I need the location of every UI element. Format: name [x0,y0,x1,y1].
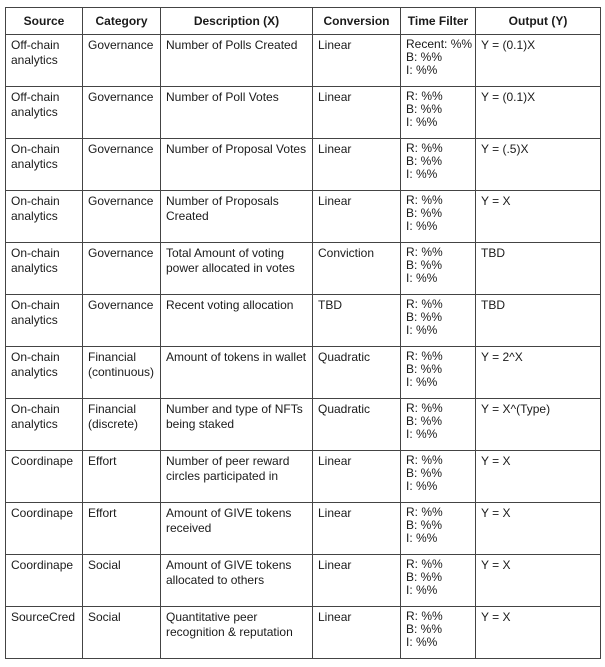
time-filter-cell [401,243,476,295]
category-cell [83,191,161,243]
time-filter-line: I: %% [406,531,438,545]
header-output: Output (Y) [476,8,601,35]
time-filter-line: B: %% [406,570,443,584]
category-cell-text: Governance [88,194,154,208]
conversion-cell [313,87,401,139]
time-filter-cell [401,87,476,139]
source-cell-text: Off-chain analytics [11,90,60,119]
time-filter-line: B: %% [406,206,443,220]
conversion-cell [313,399,401,451]
output-cell [476,503,601,555]
category-cell [83,451,161,503]
time-filter-line: B: %% [406,362,443,376]
time-filter-line: R: %% [406,89,443,103]
description-cell [161,451,313,503]
source-cell-text: On-chain analytics [11,194,60,223]
conversion-cell-text: Linear [318,194,352,208]
description-cell [161,347,313,399]
conversion-cell-text: TBD [318,298,342,312]
source-cell [6,87,83,139]
source-cell-text: On-chain analytics [11,298,60,327]
output-cell-text: Y = 2^X [481,350,523,364]
header-category: Category [83,8,161,35]
output-cell-text: Y = X [481,558,511,572]
time-filter-line: I: %% [406,635,438,649]
table-row [6,295,601,347]
time-filter-line: R: %% [406,349,443,363]
category-cell-text: Governance [88,90,154,104]
time-filter-line: B: %% [406,50,443,64]
category-cell [83,87,161,139]
category-cell-text: Financial (continuous) [88,350,155,379]
category-cell-text: Governance [88,38,154,52]
output-cell-text: Y = X^(Type) [481,402,551,416]
time-filter-line: I: %% [406,375,438,389]
output-cell [476,399,601,451]
output-cell-text: Y = (0.1)X [481,90,536,104]
conversion-cell-text: Linear [318,610,352,624]
conversion-cell-text: Linear [318,506,352,520]
conversion-cell [313,243,401,295]
source-cell [6,451,83,503]
category-cell [83,295,161,347]
conversion-cell-text: Conviction [318,246,375,260]
description-cell [161,503,313,555]
table-body [6,35,601,659]
conversion-cell [313,503,401,555]
conversion-cell-text: Linear [318,558,352,572]
description-cell-text: Recent voting allocation [166,298,294,312]
category-cell [83,243,161,295]
category-cell [83,35,161,87]
description-cell [161,139,313,191]
table-row [6,139,601,191]
output-cell-text: Y = X [481,610,511,624]
source-cell-text: SourceCred [11,610,76,624]
header-description: Description (X) [161,8,313,35]
source-cell [6,399,83,451]
time-filter-line: B: %% [406,258,443,272]
conversion-cell [313,347,401,399]
time-filter-cell [401,399,476,451]
description-cell-text: Quantitative peer recognition & reputation [166,610,293,639]
category-cell [83,555,161,607]
source-cell-text: Coordinape [11,454,74,468]
description-cell-text: Number and type of NFTs being staked [166,402,303,431]
time-filter-line: I: %% [406,271,438,285]
time-filter-line: R: %% [406,505,443,519]
output-cell [476,139,601,191]
output-cell [476,347,601,399]
output-cell-text: Y = X [481,506,511,520]
time-filter-cell [401,191,476,243]
time-filter-line: I: %% [406,63,438,77]
source-cell [6,607,83,659]
description-cell [161,607,313,659]
category-cell [83,347,161,399]
conversion-cell [313,139,401,191]
table-row [6,35,601,87]
output-cell-text: Y = (.5)X [481,142,529,156]
table-row [6,243,601,295]
table-row [6,191,601,243]
category-cell-text: Effort [88,454,117,468]
description-cell-text: Number of Proposal Votes [166,142,307,156]
description-cell [161,87,313,139]
time-filter-line: I: %% [406,323,438,337]
category-cell-text: Social [88,558,121,572]
output-cell-text: Y = X [481,454,511,468]
description-cell-text: Number of Poll Votes [166,90,279,104]
source-cell [6,191,83,243]
time-filter-line: B: %% [406,154,443,168]
time-filter-cell [401,503,476,555]
conversion-cell-text: Linear [318,454,352,468]
time-filter-cell [401,295,476,347]
time-filter-line: I: %% [406,167,438,181]
time-filter-line: I: %% [406,115,438,129]
time-filter-cell [401,347,476,399]
description-cell [161,295,313,347]
table-row [6,451,601,503]
category-cell [83,503,161,555]
time-filter-cell [401,555,476,607]
source-cell [6,139,83,191]
conversion-cell-text: Linear [318,90,352,104]
table-row [6,555,601,607]
output-cell [476,35,601,87]
time-filter-cell [401,451,476,503]
description-cell-text: Number of peer reward circles participated in [166,454,290,483]
time-filter-line: R: %% [406,557,443,571]
description-cell [161,243,313,295]
description-cell-text: Amount of GIVE tokens received [166,506,292,535]
time-filter-cell [401,139,476,191]
time-filter-line: I: %% [406,219,438,233]
time-filter-line: I: %% [406,427,438,441]
time-filter-line: I: %% [406,583,438,597]
table-row [6,399,601,451]
source-cell [6,35,83,87]
output-cell-text: TBD [481,246,505,260]
time-filter-line: B: %% [406,414,443,428]
description-cell-text: Total Amount of voting power allocated in votes [166,246,295,275]
table-row [6,503,601,555]
header-time-filter: Time Filter [401,8,476,35]
source-cell-text: On-chain analytics [11,350,60,379]
conversion-cell-text: Quadratic [318,350,371,364]
table-row [6,87,601,139]
time-filter-line: R: %% [406,193,443,207]
source-cell-text: On-chain analytics [11,142,60,171]
category-cell [83,399,161,451]
conversion-cell-text: Linear [318,38,352,52]
conversion-cell [313,295,401,347]
output-cell-text: Y = (0.1)X [481,38,536,52]
output-cell [476,295,601,347]
source-cell-text: Coordinape [11,558,74,572]
conversion-cell-text: Quadratic [318,402,371,416]
conversion-cell [313,191,401,243]
time-filter-line: I: %% [406,479,438,493]
header-conversion: Conversion [313,8,401,35]
category-cell-text: Financial (discrete) [88,402,139,431]
source-cell [6,555,83,607]
category-cell [83,139,161,191]
output-cell [476,451,601,503]
output-cell [476,191,601,243]
time-filter-line: B: %% [406,466,443,480]
description-cell [161,191,313,243]
description-cell-text: Number of Proposals Created [166,194,279,223]
time-filter-line: R: %% [406,401,443,415]
source-cell [6,503,83,555]
table-row [6,347,601,399]
time-filter-line: R: %% [406,609,443,623]
header-row [6,8,601,35]
source-cell [6,295,83,347]
time-filter-line: R: %% [406,141,443,155]
conversion-cell [313,35,401,87]
output-cell [476,243,601,295]
time-filter-cell [401,35,476,87]
category-cell-text: Effort [88,506,117,520]
table-wrapper [5,7,600,659]
table-row [6,607,601,659]
source-cell-text: Coordinape [11,506,74,520]
header-source: Source [6,8,83,35]
source-cell [6,243,83,295]
source-cell-text: Off-chain analytics [11,38,60,67]
conversion-cell [313,555,401,607]
output-cell [476,87,601,139]
time-filter-line: R: %% [406,245,443,259]
source-cell [6,347,83,399]
description-cell-text: Number of Polls Created [166,38,298,52]
conversion-cell [313,607,401,659]
source-cell-text: On-chain analytics [11,246,60,275]
conversion-cell-text: Linear [318,142,352,156]
description-cell-text: Amount of GIVE tokens allocated to others [166,558,292,587]
time-filter-line: B: %% [406,622,443,636]
description-cell [161,35,313,87]
category-cell-text: Governance [88,142,154,156]
description-cell [161,399,313,451]
category-cell-text: Governance [88,246,154,260]
time-filter-line: B: %% [406,518,443,532]
output-cell-text: TBD [481,298,505,312]
output-cell [476,555,601,607]
conversion-cell [313,451,401,503]
time-filter-line: R: %% [406,453,443,467]
category-cell-text: Social [88,610,121,624]
description-cell [161,555,313,607]
description-cell-text: Amount of tokens in wallet [166,350,307,364]
time-filter-line: Recent: %% [406,37,473,51]
time-filter-line: B: %% [406,102,443,116]
source-cell-text: On-chain analytics [11,402,60,431]
category-cell-text: Governance [88,298,154,312]
metrics-table [5,7,601,659]
output-cell [476,607,601,659]
time-filter-cell [401,607,476,659]
time-filter-line: R: %% [406,297,443,311]
category-cell [83,607,161,659]
time-filter-line: B: %% [406,310,443,324]
output-cell-text: Y = X [481,194,511,208]
